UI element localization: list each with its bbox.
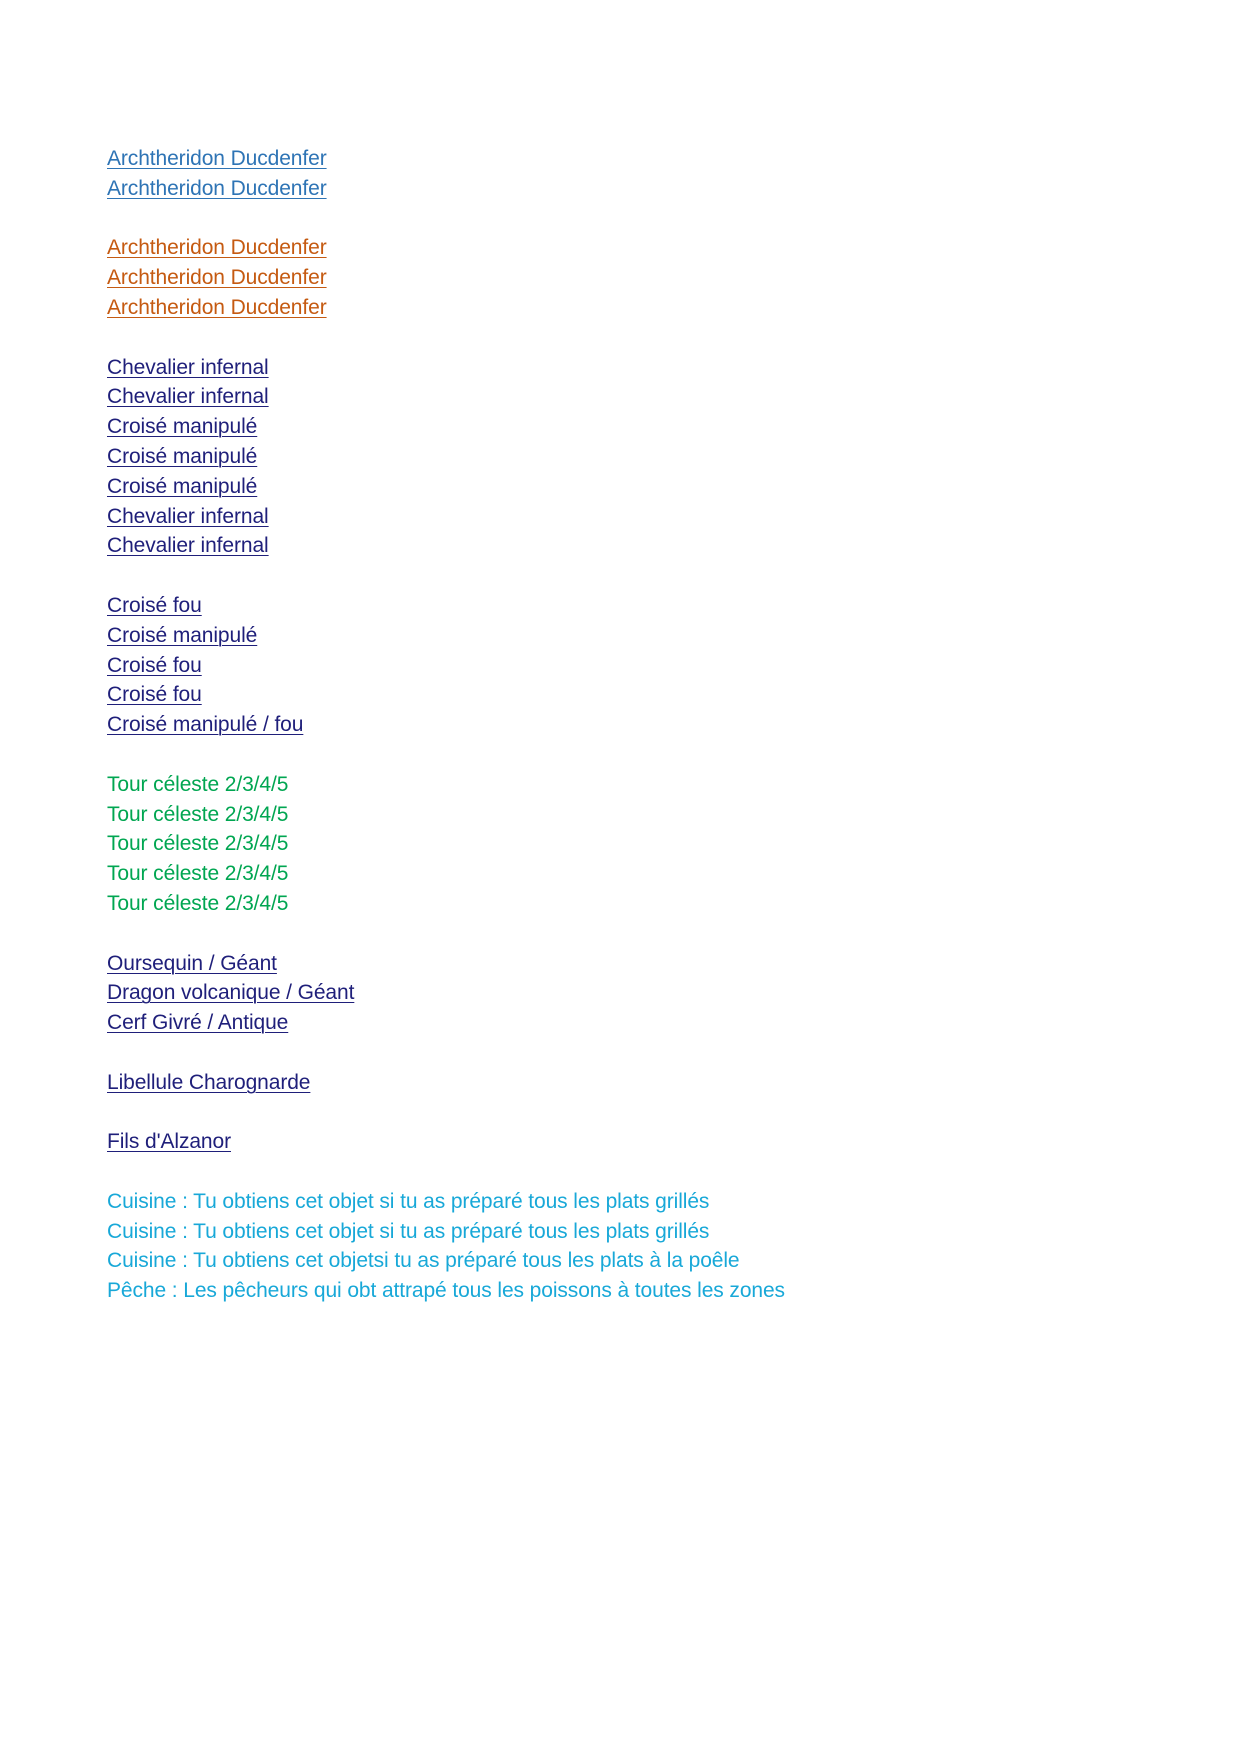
blank-line xyxy=(107,1038,1127,1068)
link-archtheridon-ducdenfer[interactable]: Archtheridon Ducdenfer xyxy=(107,176,327,200)
link-archtheridon-ducdenfer[interactable]: Archtheridon Ducdenfer xyxy=(107,236,327,260)
blank-line xyxy=(107,561,1127,591)
link-oursequin-geant[interactable]: Oursequin / Géant xyxy=(107,951,277,975)
link-croise-manipule[interactable]: Croisé manipulé xyxy=(107,623,258,647)
text-tour-celeste: Tour céleste 2/3/4/5 xyxy=(107,862,289,886)
link-dragon-volcanique-geant[interactable]: Dragon volcanique / Géant xyxy=(107,981,355,1005)
group-libellule xyxy=(107,1068,1127,1098)
link-archtheridon-ducdenfer[interactable]: Archtheridon Ducdenfer xyxy=(107,295,327,319)
blank-line xyxy=(107,1098,1127,1128)
blank-line xyxy=(107,323,1127,353)
link-croise-manipule[interactable]: Croisé manipulé xyxy=(107,474,258,498)
blank-line xyxy=(107,1157,1127,1187)
document-body xyxy=(107,144,1127,1306)
link-croise-fou[interactable]: Croisé fou xyxy=(107,593,202,617)
text-cuisine-grilles: Cuisine : Tu obtiens cet objet si tu as préparé tous les plats grillés xyxy=(107,1189,710,1213)
link-chevalier-infernal[interactable]: Chevalier infernal xyxy=(107,534,269,558)
link-croise-manipule-fou[interactable]: Croisé manipulé / fou xyxy=(107,713,304,737)
link-libellule-charognarde[interactable]: Libellule Charognarde xyxy=(107,1070,311,1094)
group-cuisine-peche xyxy=(107,1187,1127,1306)
link-chevalier-infernal[interactable]: Chevalier infernal xyxy=(107,385,269,409)
link-archtheridon-ducdenfer[interactable]: Archtheridon Ducdenfer xyxy=(107,147,327,170)
text-tour-celeste: Tour céleste 2/3/4/5 xyxy=(107,802,289,826)
group-croise-fou xyxy=(107,591,1127,740)
link-chevalier-infernal[interactable]: Chevalier infernal xyxy=(107,504,269,528)
blank-line xyxy=(107,204,1127,234)
link-archtheridon-ducdenfer[interactable]: Archtheridon Ducdenfer xyxy=(107,266,327,290)
text-tour-celeste: Tour céleste 2/3/4/5 xyxy=(107,772,289,796)
link-chevalier-infernal[interactable]: Chevalier infernal xyxy=(107,355,269,379)
link-croise-manipule[interactable]: Croisé manipulé xyxy=(107,444,258,468)
link-cerf-givre-antique[interactable]: Cerf Givré / Antique xyxy=(107,1011,289,1035)
text-cuisine-grilles: Cuisine : Tu obtiens cet objet si tu as préparé tous les plats grillés xyxy=(107,1219,710,1243)
text-tour-celeste: Tour céleste 2/3/4/5 xyxy=(107,891,289,915)
link-fils-d-alzanor[interactable]: Fils d'Alzanor xyxy=(107,1130,231,1154)
link-croise-fou[interactable]: Croisé fou xyxy=(107,683,202,707)
text-peche-zones: Pêche : Les pêcheurs qui obt attrapé tous les poissons à toutes les zones xyxy=(107,1279,785,1303)
group-archtheridon-blue xyxy=(107,144,1127,204)
blank-line xyxy=(107,740,1127,770)
text-cuisine-poele: Cuisine : Tu obtiens cet objetsi tu as préparé tous les plats à la poêle xyxy=(107,1249,740,1273)
text-tour-celeste: Tour céleste 2/3/4/5 xyxy=(107,832,289,856)
blank-line xyxy=(107,919,1127,949)
link-croise-fou[interactable]: Croisé fou xyxy=(107,653,202,677)
group-archtheridon-orange xyxy=(107,233,1127,322)
group-fils-alzanor xyxy=(107,1127,1127,1157)
group-chevalier-croise xyxy=(107,353,1127,562)
link-croise-manipule[interactable]: Croisé manipulé xyxy=(107,415,258,439)
group-tour-celeste xyxy=(107,770,1127,919)
group-mounts xyxy=(107,949,1127,1038)
